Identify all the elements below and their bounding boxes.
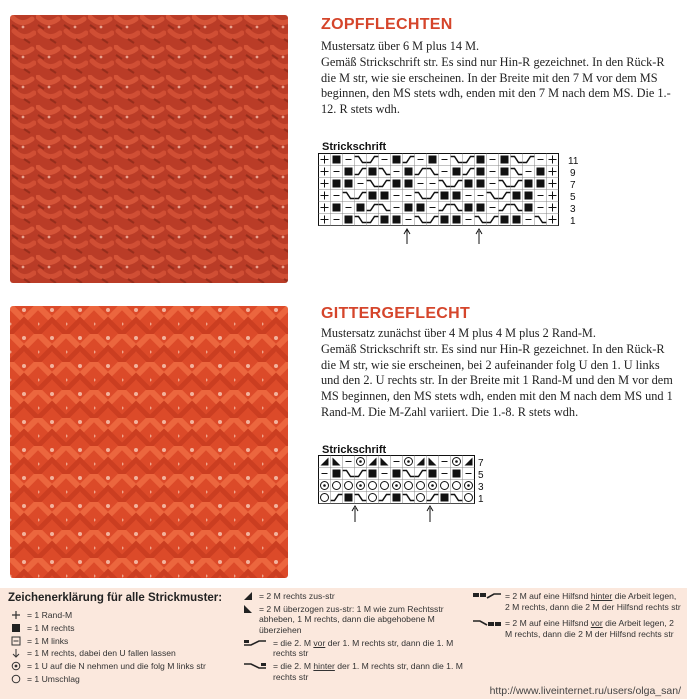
legend-item: = die 2. M vor der 1. M rechts str, dann die 1. M rechts str [240, 638, 465, 659]
symbol-legend [0, 588, 687, 699]
legend-item: = die 2. M hinter der 1. M rechts str, dann die 1. M rechts str [240, 661, 465, 682]
pattern-description-2 [321, 326, 681, 421]
legend-item: = 2 M auf eine Hilfsnd vor die Arbeit legen, 2 M rechts, dann die 2 M der Hilfsnd rechts str [472, 618, 682, 639]
description-line: 12. R stets wdh. [321, 102, 400, 117]
description-line: Mustersatz zunächst über 4 M plus 4 M plus 2 Rand-M. [321, 326, 596, 340]
cross-2-front-icon [240, 638, 270, 648]
cross-2-back-icon [240, 661, 270, 671]
description-line: Rand-M. Die M-Zahl variiert. Die 1.-8. R stets wdh. [321, 404, 579, 419]
legend-item: = 2 M überzogen zus-str: 1 M wie zum Rechtsstr abheben, 1 M rechts, dann die abgehobene M überziehen [240, 604, 465, 636]
repeat-arrows-2 [318, 505, 508, 525]
row-number: 9 [570, 168, 576, 179]
legend-item: = 1 Rand-M [8, 610, 223, 621]
chart-label-2: Strickschrift [322, 444, 387, 456]
description-line: Gemäß Strickschrift str. Es sind nur Hin-R gezeichnet. In den Rück-R [321, 54, 665, 69]
row-number: 11 [568, 156, 579, 167]
legend-title: Zeichenerklärung für alle Strickmuster: [8, 592, 223, 604]
up-arrow-icon [476, 229, 482, 244]
legend-column-3 [472, 591, 682, 642]
description-line: MS beginnen, den MS stets wdh, enden mit den M nach dem MS und 1 [321, 389, 673, 404]
up-arrow-icon [404, 229, 410, 244]
row-number: 1 [570, 216, 576, 227]
legend-item: = 2 M auf eine Hilfsnd hinter die Arbeit legen, 2 M rechts, dann die 2 M der Hilfsnd rechts str [472, 591, 682, 612]
row-number: 7 [478, 458, 484, 469]
legend-item: = 1 M links [8, 636, 223, 647]
swatch-photo-gittergeflecht [10, 306, 288, 578]
watermark-url: http://www.liveinternet.ru/users/olga_san/ [489, 685, 681, 697]
chart-label-1: Strickschrift [322, 141, 387, 153]
knitting-chart-2 [318, 455, 508, 511]
right-triangle-icon [240, 591, 256, 601]
repeat-arrows-1 [318, 228, 588, 248]
filled-square-icon [8, 623, 24, 633]
row-number: 5 [570, 192, 576, 203]
legend-column-1 [8, 610, 223, 687]
plus-icon [8, 610, 24, 620]
up-arrow-icon [427, 506, 433, 522]
description-line: beginnen, den MS stets wdh, enden mit den 7 M nach dem MS. Die 1.- [321, 86, 671, 101]
knitting-chart-1 [318, 153, 588, 233]
description-line: die M str, wie sie erscheinen. In der Breite mit den 7 M vor dem MS [321, 70, 658, 85]
legend-item: = 1 U auf die N nehmen und die folg M links str [8, 661, 223, 672]
row-number: 1 [478, 494, 484, 505]
row-number: 5 [478, 470, 484, 481]
row-number: 7 [570, 180, 576, 191]
description-line: Gemäß Strickschrift str. Es sind nur Hin-R gezeichnet. In den Rück-R [321, 341, 665, 356]
row-number: 3 [478, 482, 484, 493]
dot-circle-icon [8, 661, 24, 671]
legend-item: = 1 M rechts, dabei den U fallen lassen [8, 648, 223, 659]
pattern-title-1: ZOPFFLECHTEN [321, 16, 453, 33]
cable-4-back-icon [472, 591, 502, 601]
description-line: und den 2. U rechts str. In der Breite mit 1 Rand-M und den M vor dem [321, 373, 673, 388]
circle-icon [8, 674, 24, 684]
swatch-photo-zopfflechten [10, 15, 288, 283]
chart-grid [319, 456, 475, 504]
legend-item: = 1 M rechts [8, 623, 223, 634]
pattern-title-2: GITTERGEFLECHT [321, 305, 471, 322]
description-line: die M str, wie sie erscheinen, bei 2 aufeinander folg U den 1. U links [321, 357, 660, 372]
row-number: 3 [570, 204, 576, 215]
up-arrow-icon [352, 506, 358, 522]
left-triangle-icon [240, 604, 256, 614]
pattern-description-1 [321, 39, 681, 118]
down-arrow-icon [8, 648, 24, 658]
legend-item: = 2 M rechts zus-str [240, 591, 465, 602]
legend-item: = 1 Umschlag [8, 674, 223, 685]
description-line: Mustersatz über 6 M plus 14 M. [321, 39, 480, 53]
cable-4-front-icon [472, 618, 502, 628]
legend-column-2 [240, 591, 465, 685]
dash-square-icon [8, 636, 24, 646]
chart-grid [319, 154, 559, 226]
